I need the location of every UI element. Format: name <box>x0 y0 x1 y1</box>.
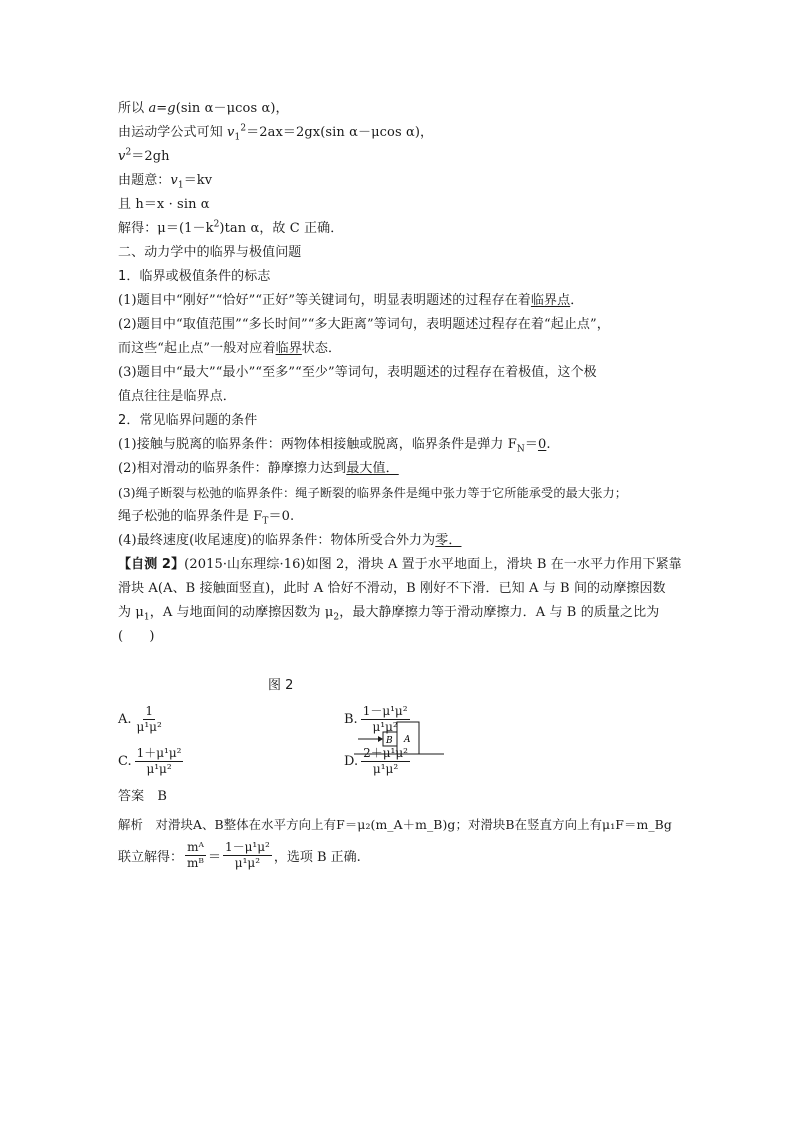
text-line-11: 而这些“起止点”一般对应着临界状态． <box>118 341 342 356</box>
text-line-10: (2)题目中“取值范围”“多长时间”“多大距离”等词句，表明题述过程存在着“起止点”， <box>118 317 610 332</box>
text-line-4: 由题意：$v_1=kv$ <box>118 173 213 191</box>
text-line-15: (1)接触与脱离的临界条件：两物体相接触或脱离，临界条件是弹力 $F_N=0$. <box>118 437 551 455</box>
block-a-label: A <box>404 735 411 745</box>
text-line-21: 滑块 A(A、B 接触面竖直)，此时 A 恰好不滑动，B 刚好不下滑．已知 A 与 B 间的动摩擦因数 <box>118 581 666 596</box>
text-line-1: 所以 a=g(sin α－μcos α)， <box>118 101 289 116</box>
text-line-9: (1)题目中“刚好”“恰好”“正好”等关键词句，明显表明题述的过程存在着临界点． <box>118 293 584 308</box>
option-a: A. $\frac{1}{\text{μ¹μ²}}$ <box>118 704 162 734</box>
text-line-17: (3)绳子断裂与松弛的临界条件：绳子断裂的临界条件是绳中张力等于它所能承受的最大张力； <box>118 486 628 500</box>
analysis-line-1: 解析 对滑块A、B整体在水平方向上有F＝μ₂(m_A＋m_B)g；对滑块B在竖直方向上有μ₁F＝m_Bg <box>118 817 672 832</box>
text-line-5: 且 h＝x · sin α <box>118 197 210 212</box>
analysis-line-2: 联立解得： $\frac{\text{mᴬ}}{\text{mᴮ}}$ ＝ $\frac{\text{1－μ¹μ²}}{\text{μ¹μ²}}$ ，选项 B 正确. <box>118 840 361 870</box>
section-heading: 二、动力学中的临界与极值问题 <box>118 245 302 260</box>
text-line-18: 绳子松弛的临界条件是 $F_T=0$. <box>118 509 295 527</box>
result-fraction: $\frac{\text{1－μ¹μ²}}{\text{μ¹μ²}}$ <box>224 840 270 870</box>
self-test-tag: 【自测 2】 <box>118 557 185 572</box>
text-line-19: (4)最终速度(收尾速度)的临界条件：物体所受合外力为零． <box>118 533 462 548</box>
arrow-head-icon <box>378 736 383 742</box>
option-b: B. $\frac{\text{1－μ¹μ²}}{\text{μ¹μ²}}$ <box>344 704 408 734</box>
text-line-22: 为 $\mu_1$，A 与地面间的动摩擦因数为 $\mu_2$，最大静摩擦力等于滑动摩擦力．A 与 B 的质量之比为 <box>118 605 660 623</box>
option-d-fraction: $\frac{\text{2＋μ¹μ²}}{\text{μ¹μ²}}$ <box>363 746 408 776</box>
block-b-label: B <box>386 736 393 746</box>
text-line-13: 值点往往是临界点． <box>118 389 236 404</box>
figure-caption: 图 2 <box>268 678 294 693</box>
option-d: D. $\frac{\text{2＋μ¹μ²}}{\text{μ¹μ²}}$ <box>344 746 408 776</box>
text-line-12: (3)题目中“最大”“最小”“至多”“至少”等词句，表明题述的过程存在着极值，这个极 <box>118 365 597 380</box>
subheading-1: 1．临界或极值条件的标志 <box>118 269 271 284</box>
answer-blank: ( ) <box>118 629 155 644</box>
option-c: C. $\frac{\text{1＋μ¹μ²}}{\text{μ¹μ²}}$ <box>118 746 182 776</box>
text-line-3: $v^2=2gh$ <box>118 147 170 164</box>
option-c-fraction: $\frac{\text{1＋μ¹μ²}}{\text{μ¹μ²}}$ <box>136 746 182 776</box>
subheading-2: 2．常见临界问题的条件 <box>118 413 258 428</box>
text-line-16: (2)相对滑动的临界条件：静摩擦力达到最大值． <box>118 461 399 476</box>
mass-ratio-fraction: $\frac{\text{mᴬ}}{\text{mᴮ}}$ <box>187 840 204 870</box>
option-b-fraction: $\frac{\text{1－μ¹μ²}}{\text{μ¹μ²}}$ <box>362 704 408 734</box>
text-line-2: 由运动学公式可知 $v_1^2=2ax=2gx(\sin$ α－μcos α)， <box>118 123 434 143</box>
answer-line: 答案 B <box>118 789 167 804</box>
text-line-20: 【自测 2】(2015·山东理综·16)如图 2，滑块 A 置于水平地面上，滑块 B 在一水平力作用下紧靠 <box>118 557 682 572</box>
option-a-fraction: $\frac{1}{\text{μ¹μ²}}$ <box>136 704 162 734</box>
text-line-6: 解得：$\mu=(1-k^2)\tan$ α，故 C 正确． <box>118 219 344 236</box>
